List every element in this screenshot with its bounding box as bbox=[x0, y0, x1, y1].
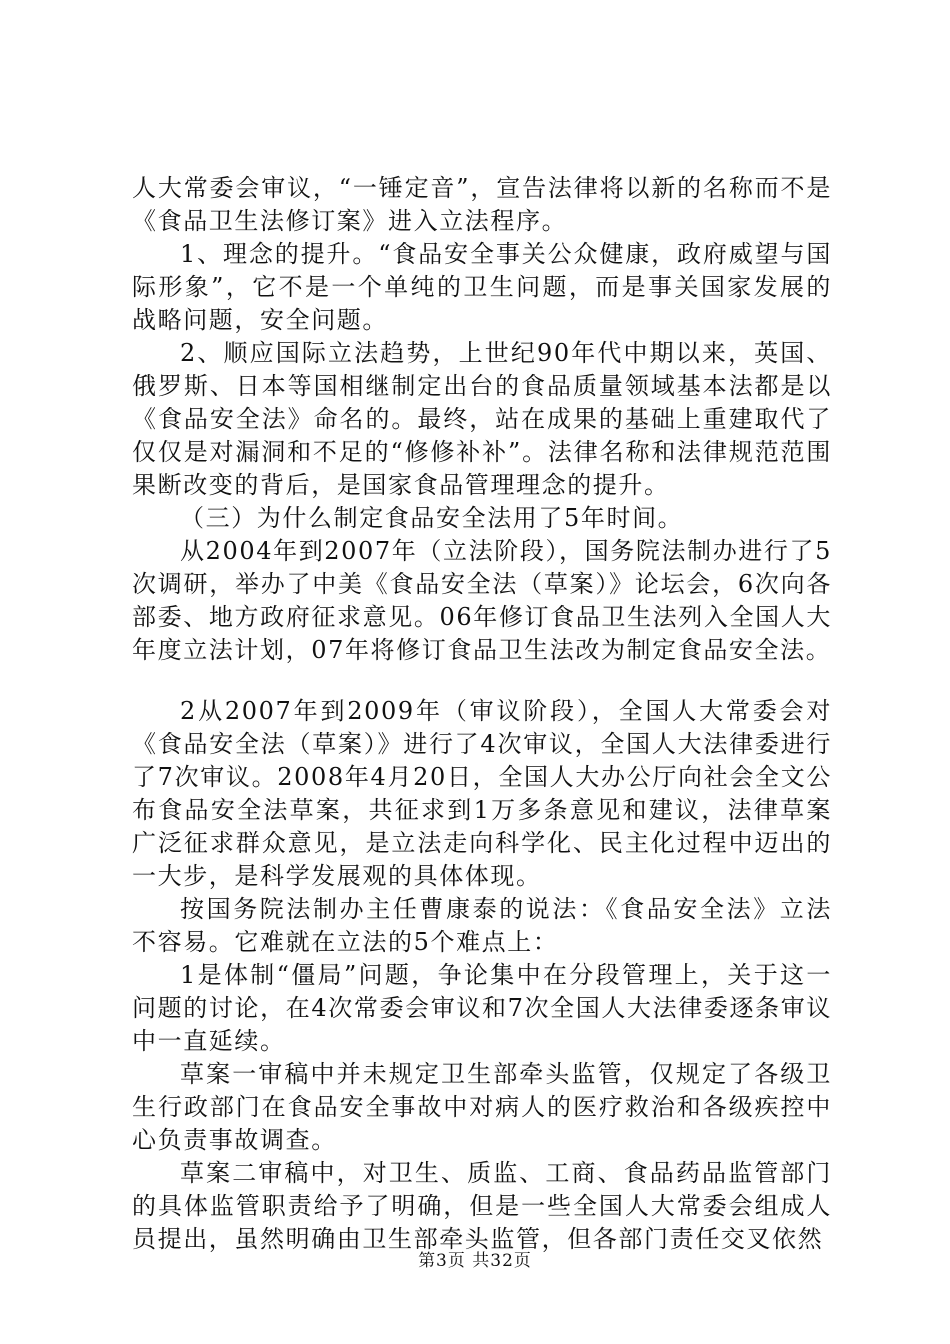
paragraph-8: 1是体制“僵局”问题，争论集中在分段管理上，关于这一问题的讨论，在4次常委会审议和7次全国人大法律委逐条审议中一直延续。 bbox=[132, 961, 832, 1055]
paragraph-10: 草案二审稿中，对卫生、质监、工商、食品药品监管部门的具体监管职责给予了明确，但是一些全国人大常委会组成人员提出，虽然明确由卫生部牵头监管，但各部门责任交叉依然 bbox=[132, 1159, 832, 1253]
paragraph-3: 2、顺应国际立法趋势，上世纪90年代中期以来，英国、俄罗斯、日本等国相继制定出台的食品质量领域基本法都是以《食品安全法》命名的。最终，站在成果的基础上重建取代了仅仅是对漏洞和不足的“修修补补”。法律名称和法律规范范围果断改变的背后，是国家食品管理理念的提升。 bbox=[132, 339, 832, 499]
paragraph-6: 2从2007年到2009年（审议阶段），全国人大常委会对《食品安全法（草案）》进行了4次审议，全国人大法律委进行了7次审议。2008年4月20日，全国人大办公厅向社会全文公布食品安全法草案，共征求到1万多条意见和建议，法律草案广泛征求群众意见，是立法走向科学化、民主化过程中迈出的一大步，是科学发展观的具体体现。 bbox=[132, 697, 832, 890]
document-body bbox=[132, 172, 832, 1256]
section-heading-3: （三）为什么制定食品安全法用了5年时间。 bbox=[180, 504, 684, 532]
paragraph-1: 人大常委会审议，“一锤定音”，宣告法律将以新的名称而不是《食品卫生法修订案》进入立法程序。 bbox=[132, 174, 832, 235]
paragraph-7: 按国务院法制办主任曹康泰的说法：《食品安全法》立法不容易。它难就在立法的5个难点上： bbox=[132, 895, 832, 956]
page-footer: 第3页 共32页 bbox=[418, 1251, 532, 1271]
paragraph-5: 从2004年到2007年（立法阶段），国务院法制办进行了5次调研，举办了中美《食品安全法（草案）》论坛会，6次向各部委、地方政府征求意见。06年修订食品卫生法列入全国人大年度立法计划，07年将修订食品卫生法改为制定食品安全法。 bbox=[132, 537, 832, 664]
blank-line bbox=[132, 667, 832, 695]
paragraph-9: 草案一审稿中并未规定卫生部牵头监管，仅规定了各级卫生行政部门在食品安全事故中对病人的医疗救治和各级疾控中心负责事故调查。 bbox=[132, 1060, 832, 1154]
paragraph-2: 1、理念的提升。“食品安全事关公众健康，政府威望与国际形象”，它不是一个单纯的卫生问题，而是事关国家发展的战略问题，安全问题。 bbox=[132, 240, 832, 334]
